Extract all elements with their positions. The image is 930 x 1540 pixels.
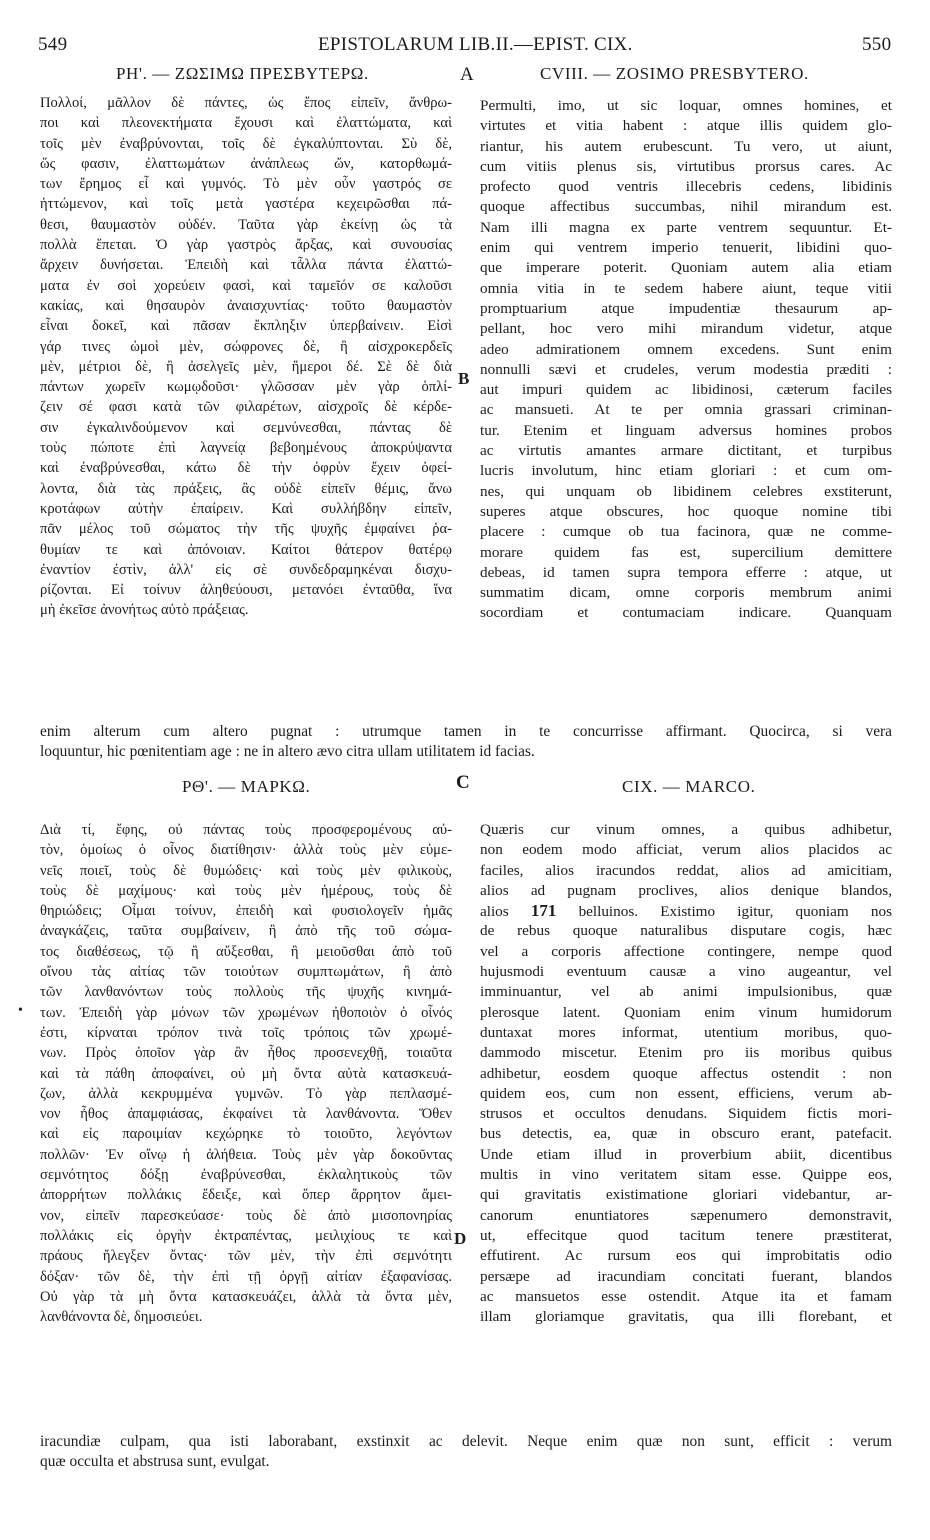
text-line: morare quidem fas est, supercilium demittere	[480, 543, 892, 561]
text-line: μὲν, μέτριοι δὲ, ἢ ἀσελγεῖς μὲν, ἥμεροι δέ. Σὲ δὲ διὰ	[40, 358, 452, 375]
text-fragment: belluinos. Existimo igitur, quoniam nos	[556, 903, 892, 921]
text-line: faciles, alios iracundos reddat, alios ad amicitiam,	[480, 861, 892, 879]
text-line: omnia vitia in te sedem habere aiunt, teque vitii	[480, 279, 892, 297]
latin-continuation-1	[40, 722, 892, 763]
text-line: ζων, ἀλλὰ κεκρυμμένα γυμνῶν. Τὸ γὰρ πεπλασμέ-	[40, 1085, 452, 1102]
text-line: cum vitiis plenus sis, virtutibus prorsus cares. Ac	[480, 157, 892, 175]
latin-column-1	[480, 96, 892, 624]
text-line: placere : cumque ob tua facinora, quæ ne comme-	[480, 523, 892, 541]
text-line: θεσι, θαυμαστὸν οὐδέν. Ταῦτα γὰρ ἐκείνῃ ὡς τὰ	[40, 216, 452, 233]
text-line: δόξαν· τῶν δὲ, τὴν ἐπὶ τῇ ὀργῇ αἰτίαν ἐξαφανίσας.	[40, 1268, 452, 1285]
text-line: ἐναντίον ἐστὶν, ἀλλ' εἰς σὲ συνδεδραμηκέναι δισχυ-	[40, 561, 452, 578]
text-line: ἐστι, κίρναται τρόπον τινὰ τοῖς τρόποις τῶν χρωμέ-	[40, 1024, 452, 1041]
column-marker-a: A	[460, 64, 474, 85]
text-line: ποι καὶ πλεονεκτήματα ἔχουσι καὶ ἐλαττώματα, καὶ	[40, 115, 452, 132]
text-line: duntaxat mores informat, utentium moribus, quo-	[480, 1023, 892, 1041]
text-line: τὸν, ὁμοίως ὁ οἶνος διατίθησιν· ἀλλὰ τοὺς μὲν εὐμε-	[40, 842, 452, 859]
text-line: κροτάφων αὐτὴν ἐπαίρειν. Καὶ συλλήβδην εἰπεῖν,	[40, 500, 452, 517]
text-line: ὥς φασιν, ἐλαττωμάτων ἀνάπλεως ὤν, κατορθωμά-	[40, 155, 452, 172]
text-line: multis in vino veritatem sitam esse. Quippe eos,	[480, 1166, 892, 1184]
text-line: lucris involutum, hinc etiam gloriari : et cum om-	[480, 462, 892, 480]
text-line: hujusmodi eventuum causæ a vino augeantur, vel	[480, 963, 892, 981]
text-line: adeo admirationem omnem excedens. Sunt enim	[480, 340, 892, 358]
text-line: ut, effecitque quod tacitum tenere præstiterat,	[480, 1226, 892, 1244]
text-line: οἴνου τὰς αἰτίας τῶν τοιούτων συμπτωμάτων, ἢ ἀπὸ	[40, 964, 452, 981]
text-line: Unde etiam illud in proverbium abiit, dicentibus	[480, 1145, 892, 1163]
text-line: tur. Etenim et linguam adversus homines probos	[480, 421, 892, 439]
text-line: adhibetur, eosdem quoque affectus ostendit : non	[480, 1064, 892, 1082]
text-line: ματα ἐν σοὶ χορεύειν φασὶ, καὶ ταμεῖόν σε καλοῦσι	[40, 277, 452, 294]
text-line: enim alterum cum altero pugnat : utrumque tamen in te concurrisse affirmant. Quocirca, si vera	[40, 723, 892, 740]
text-line: plerosque latent. Quoniam enim vinum humidorum	[480, 1003, 892, 1021]
text-line: καὶ ἐναβρύνεσθαι, κάτω δὲ τὴν ὀφρὺν ἔχειν ὀφεί-	[40, 460, 452, 477]
text-line: τοὺς δὲ μαχίμους· καὶ τοὺς μὲν ἡμέρους, τοὺς δὲ	[40, 882, 452, 899]
text-line: τος διαθέσεως, τῷ ἢ αὔξεσθαι, ἢ μειοῦσθαι ἀπὸ τοῦ	[40, 943, 452, 960]
text-line: τοῖς μὲν ἐναβρύνονται, τοῖς δὲ ἐγκαλύπτονται. Σὺ δὲ,	[40, 135, 452, 152]
greek-letter-title-2: ΡΘ'. — ΜΑΡΚΩ.	[182, 777, 311, 796]
text-line: pellant, hoc vero mihi mirandum videtur, atque	[480, 320, 892, 338]
text-line: bus detectis, ea, quæ in obscuro erant, patefacit.	[480, 1125, 892, 1143]
text-line: ἡττώμενον, καὶ τοῖς μετὰ γαστέρα κεχειρῶσθαι πά-	[40, 196, 452, 213]
text-line: πᾶν μέλος τοῦ σώματος τὴν τῆς ψυχῆς ἐμφαίνει ῥα-	[40, 521, 452, 538]
page-number-left: 549	[38, 34, 68, 55]
original-page-number: 171	[530, 901, 557, 921]
text-line: alios ad pugnam proclives, alios denique blandos,	[480, 881, 892, 899]
text-line: Nam illi magna ex parte ventrem sequuntur. Et-	[480, 218, 892, 236]
text-line: Quæris cur vinum omnes, a quibus adhibetur,	[480, 821, 892, 838]
latin-column-2	[480, 820, 892, 1327]
text-line: canorum enuntiatores sæpenumero demonstravit,	[480, 1206, 892, 1224]
text-line: ζειν σέ φασι κατὰ τῶν φιλαρέτων, αἰσχροῖς δὲ κέρδε-	[40, 399, 452, 416]
text-line: nonnulli sævi et crudeles, verum modestia præditi :	[480, 360, 892, 378]
margin-dot: •	[18, 1003, 23, 1018]
text-line: promptuarium atque impudentiæ thesaurum ap-	[480, 299, 892, 317]
text-line: νον, εἰπεῖν παρεσκεύασε· τοὺς δὲ ἀπὸ μισοπονηρίας	[40, 1207, 452, 1224]
text-line: superes atque obscures, hoc quoque nomine tibi	[480, 502, 892, 520]
text-line: aut impuri quidem ac libidinosi, cæterum faciles	[480, 381, 892, 399]
text-line: iracundiæ culpam, qua isti laborabant, exstinxit ac delevit. Neque enim quæ non sunt, efficit : verum	[40, 1433, 892, 1450]
text-line: πάντων χωρεῖν κωμῳδοῦσι· γλῶσσαν μὲν γὰρ ὁπλί-	[40, 379, 452, 396]
text-line: Διὰ τί, ἔφης, οὐ πάντας τοὺς προσφερομένους αὐ-	[40, 822, 452, 838]
text-line: quidem eos, cum non essent, efficiens, verum ab-	[480, 1084, 892, 1102]
text-line: socordiam et contumaciam indicare. Quanquam	[480, 604, 892, 622]
greek-column-1	[40, 93, 452, 621]
text-line: quoque affectibus succumbas, nihil mirandum est.	[480, 198, 892, 216]
greek-letter-title-1: ΡΗ'. — ΖΩΣΙΜΩ ΠΡΕΣΒΥΤΕΡΩ.	[116, 64, 369, 83]
text-line: των. Ἐπειδὴ γὰρ μόνων τῶν χρωμένων ἠθοποιὸν ὁ οἶνός	[40, 1004, 452, 1021]
text-line: σιν ἐγκαλινδούμενον καὶ σεμνύνεσθαι, πάντας δὲ	[40, 419, 452, 436]
text-line: λανθάνοντα δὲ, δημοσιεύει.	[40, 1309, 203, 1326]
text-line: summatim dicam, omne corporis membrum animi	[480, 584, 892, 602]
text-line: νεῖς ποιεῖ, τοὺς δὲ θυμώδεις· καὶ τοὺς μὲν φιλικοὺς,	[40, 862, 452, 879]
text-line: ἀναγκάζεις, ταῦτα συμβαίνειν, ἢ ἀπὸ τῆς τοῦ σώμα-	[40, 923, 452, 940]
text-line-with-page-number	[480, 901, 892, 921]
text-line: vel a corporis affectione contingere, nempe quod	[480, 942, 892, 960]
text-line: τῶν λανθανόντων τοὺς πολλοὺς τῆς ψυχῆς κινημά-	[40, 984, 452, 1001]
text-line: profecto quod ventris illecebris cedens, libidinis	[480, 178, 892, 196]
text-line: ἀπορρήτων πολλάκις ἔδειξε, καὶ ὅπερ ἄρρητον ἄμει-	[40, 1187, 452, 1204]
text-line: effutirent. Ac rursum eos qui improbitatis odio	[480, 1247, 892, 1265]
text-line: σεμνότητος δόξῃ ἐναβρύνεσθαι, ἐκλαλητικοὺς τῶν	[40, 1167, 452, 1184]
text-line: καὶ εἰς παροιμίαν κεχώρηκε τὸ τοιοῦτο, λεγόντων	[40, 1126, 452, 1143]
text-line: quæ occulta et abstrusa sunt, evulgat.	[40, 1453, 270, 1471]
text-line: ac mansueti. At te per omnia grassari criminan-	[480, 401, 892, 419]
text-line: virtutes et vitia habent : atque illis quidem glo-	[480, 117, 892, 135]
latin-letter-title-2: CIX. — MARCO.	[622, 777, 756, 796]
page-number-right: 550	[862, 34, 892, 55]
text-line: πολλὰ ἕπεται. Ὁ γὰρ γαστρὸς ἄρξας, καὶ συνουσίας	[40, 237, 452, 254]
text-line: Permulti, imo, ut sic loquar, omnes homines, et	[480, 97, 892, 114]
text-line: qui gravitatis existimatione gloriari videbantur, ar-	[480, 1186, 892, 1204]
text-line: enim qui ventrem imperio tenuerit, libidini quo-	[480, 239, 892, 257]
text-line: illam gloriamque gravitatis, qua illi florebant, et	[480, 1308, 892, 1326]
column-marker-c: C	[456, 772, 470, 793]
running-title: EPISTOLARUM LIB.II.—EPIST. CIX.	[318, 34, 633, 55]
text-line: ac virtutis amantes armare dictitant, et turpibus	[480, 442, 892, 460]
text-line: Πολλοί, μᾶλλον δὲ πάντες, ὡς ἔπος εἰπεῖν, ἄνθρω-	[40, 95, 452, 111]
text-line: πράους ἤλεγξεν ὄντας· τῶν μὲν, τὴν ἐπὶ σεμνότητι	[40, 1248, 452, 1265]
text-line: καὶ τὰ πάθη ἀποφαίνει, οὐ μὴ ὄντα αὐτὰ κατασκευά-	[40, 1065, 452, 1082]
text-line: nes, qui unquam ob libidinem celebres exstiterunt,	[480, 482, 892, 500]
text-line: γάρ τινες ὠμοὶ μὲν, σώφρονες δὲ, ἢ αἰσχροκερδεῖς	[40, 338, 452, 355]
text-line: ρίζονται. Εἰ τοίνυν ἀληθεύουσι, μετανόει ἐνταῦθα, ἵνα	[40, 582, 452, 599]
text-line: imminuantur, vel ab animi impulsionibus, quæ	[480, 983, 892, 1001]
text-line: θηριώδεις; Οἶμαι τοίνυν, ἐπειδὴ καὶ φυσιολογεῖν ἡμᾶς	[40, 903, 452, 920]
text-line: κακίας, καὶ θησαυρὸν ἀναισχυντίας· τοῦτο θαυμαστὸν	[40, 297, 452, 314]
text-line: πολλάκις εἰς ὀργὴν ἐκτραπέντας, μειλιχίους τε καὶ	[40, 1227, 452, 1244]
text-line: debeas, id tamen supra tempora efferre : atque, ut	[480, 563, 892, 581]
latin-continuation-2	[40, 1432, 892, 1473]
text-line: loquuntur, hic pœnitentiam age : ne in altero ævo citra ullam utilitatem id facias.	[40, 743, 535, 761]
text-fragment: alios	[480, 903, 531, 921]
text-line: νων. Πρὸς ὁποῖον γὰρ ἂν ἦθος προσενεχθῇ, τοιαῦτα	[40, 1045, 452, 1062]
text-line: strusos et occultos denudans. Siquidem fictis mori-	[480, 1105, 892, 1123]
text-line: que imperare poterit. Quoniam autem alia etiam	[480, 259, 892, 277]
text-line: λοντα, διὰ τὰς πράξεις, ἃς οὐδὲ εἰπεῖν θέμις, ἄνω	[40, 480, 452, 497]
text-line: πολλῶν· Ἐν οἴνῳ ἡ ἀλήθεια. Τοὺς μὲν γὰρ δοκοῦντας	[40, 1146, 452, 1163]
text-line: ἄρχειν δυνήσεται. Ἐπειδὴ καὶ τἆλλα πάντα ἐλαττώ-	[40, 257, 452, 274]
text-line: νον ἦθος ἀπαμφιάσας, ἐκφαίνει τὰ λανθάνοντα. Ὅθεν	[40, 1106, 452, 1123]
text-line: θυμίαν τε καὶ ἀπόνοιαν. Καίτοι θάτερον θατέρῳ	[40, 541, 452, 558]
text-line: dammodo miscetur. Etenim pro iis moribus quibus	[480, 1044, 892, 1062]
latin-letter-title-1: CVIII. — ZOSIMO PRESBYTERO.	[540, 64, 809, 83]
greek-column-2	[40, 820, 452, 1327]
text-line: ac mansuetos esse ostendit. Atque ita et famam	[480, 1287, 892, 1305]
text-line: de rebus quoque naturalibus disputare cogis, hæc	[480, 922, 892, 940]
text-line: μὴ ἐκεῖσε ἀνονήτως αὐτὸ πράξειας.	[40, 602, 249, 619]
column-marker-d: D	[454, 1229, 467, 1248]
text-line: Οὐ γὰρ τὰ μὴ ὄντα κατασκευάζει, ἀλλὰ τὰ ὄντα μὲν,	[40, 1288, 452, 1305]
text-line: εἶναι δοκεῖ, καὶ πᾶσαν ἔκπληξιν ὑπερβαίνειν. Εἰσὶ	[40, 318, 452, 335]
text-line: persæpe ad iracundiam concitati fuerant, blandos	[480, 1267, 892, 1285]
text-line: riantur, his autem erubescunt. Tu vero, ut aiunt,	[480, 137, 892, 155]
text-line: τοὺς πώποτε ἐπὶ λαγνείᾳ βεβοημένους ἀποκρύψαντα	[40, 440, 452, 457]
text-line: non eodem modo afficiat, verum alios placidos ac	[480, 841, 892, 859]
text-line: των ἔρημος εἶ καὶ γυμνός. Τὸ μὲν οὖν γαστρός σε	[40, 176, 452, 193]
column-marker-b: B	[458, 369, 470, 388]
